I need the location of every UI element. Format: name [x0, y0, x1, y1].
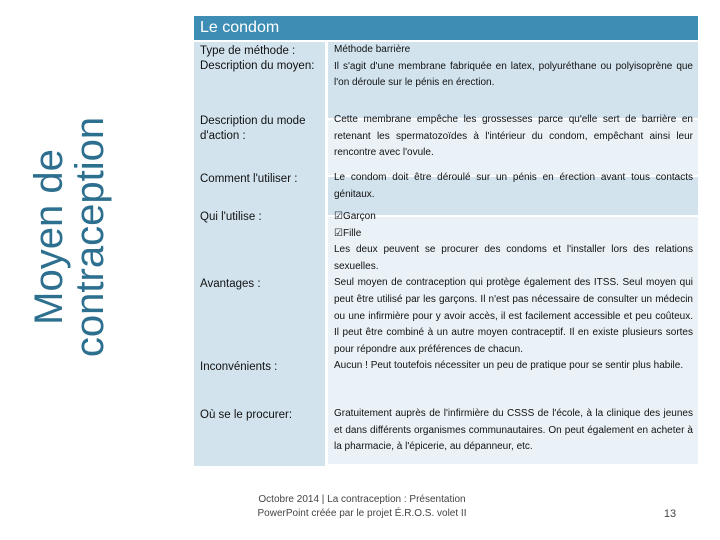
cell-type	[334, 42, 693, 92]
label-advantages: Avantages :	[200, 278, 261, 290]
cell-type-method: Méthode barrière	[334, 44, 411, 55]
cell-type-description: Il s'agit d'une membrane fabriquée en latex, polyuréthane ou polyisoprène que l'on déroule sur le pénis en érection.	[334, 60, 693, 89]
side-title	[20, 108, 120, 366]
footer-text: Octobre 2014 | La contraception : Présentation PowerPoint créée par le projet É.R.O.S. volet II	[257, 494, 467, 519]
side-title-text: Moyen de contraception	[27, 116, 112, 358]
cell-where-text: Gratuitement auprès de l'infirmière du CSSS de l'école, à la clinique des jeunes et dans différents organismes communautaires. On peut également en acheter à la pharmacie, à l'épicerie, au dépanneur, etc.	[334, 408, 693, 453]
label-type: Type de méthode : Description du moyen:	[200, 45, 315, 72]
label-mode: Description du mode d'action :	[200, 115, 306, 142]
cell-advantages-text: Seul moyen de contraception qui protège également des ITSS. Seul moyen qui peut être utilisé par les garçons. Il n'est pas nécessaire de consulter un médecin ou une infirmière pour y avoir accès, il est facilement accessible et peu coûteux. Il peut être combiné à un autre moyen contraceptif. Il en existe plusieurs sortes pour répondre aux préférences de chacun.	[334, 277, 693, 355]
label-who: Qui l'utilise :	[200, 211, 262, 223]
table-header: Le condom	[194, 16, 698, 40]
label-usage: Comment l'utiliser :	[200, 173, 298, 185]
cell-mode	[334, 112, 693, 162]
cell-who-both: Les deux peuvent se procurer des condoms et l'installer lors des relations sexuelles.	[334, 244, 693, 272]
cell-usage	[334, 170, 693, 203]
cell-usage-text: Le condom doit être déroulé sur un pénis en érection avant tous contacts génitaux.	[334, 172, 693, 200]
label-column	[194, 42, 325, 466]
label-where: Où se le procurer:	[200, 409, 293, 421]
cell-who-boy: ☑Garçon	[334, 211, 376, 222]
page-number: 13	[663, 508, 677, 520]
method-table	[194, 16, 698, 466]
cell-drawbacks-text: Aucun ! Peut toutefois nécessiter un peu de pratique pour se sentir plus habile.	[334, 360, 684, 372]
cell-mode-text: Cette membrane empêche les grossesses parce qu'elle sert de barrière en retenant les spermatozoïdes à l'intérieur du condom, empêchant ainsi leur rencontre avec l'ovule.	[334, 114, 693, 159]
cell-where	[334, 406, 693, 456]
cell-who-girl: ☑Fille	[334, 227, 362, 239]
cell-who-advantages-drawbacks	[334, 209, 693, 375]
label-drawbacks: Inconvénients :	[200, 361, 278, 373]
